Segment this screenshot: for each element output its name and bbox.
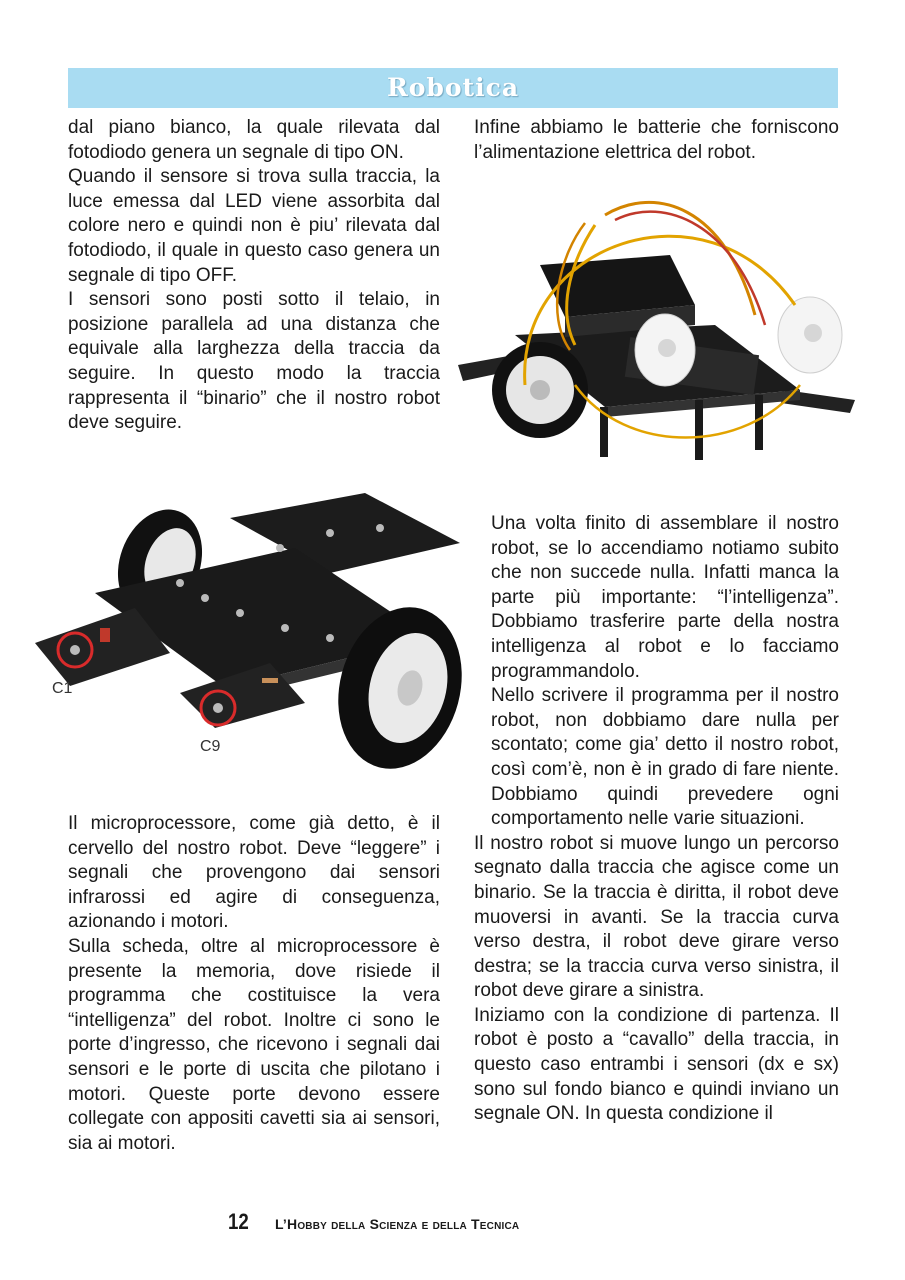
robot-chassis-illustration: [30, 488, 470, 788]
paragraph: Quando il sensore si trova sulla traccia, la luce emessa dal LED viene assorbita dal colore nero e quindi non è piu’ rilevata dal fotodiodo, il quale in questo caso genera un segnale di tipo OFF.: [68, 166, 440, 286]
paragraph: Infine abbiamo le batterie che forniscono l’alimentazione elettrica del robot.: [474, 117, 839, 163]
robot-chassis-photo: [30, 488, 470, 788]
paragraph: Il nostro robot si muove lungo un percorso segnato dalla traccia che agisce come un binario. Se la traccia è diritta, il robot deve muoversi in avanti. Se la traccia curva verso destra, il robot deve girare verso destra; se la traccia curva verso sinistra, il robot deve girare a sinistra.: [474, 832, 839, 1002]
section-header: [68, 68, 838, 108]
paragraph: Il microprocessore, come già detto, è il cervello del nostro robot. Deve “leggere” i segnali che provengono dai sensori infrarossi ed agire di conseguenza, azionando i motori.: [68, 813, 440, 933]
paragraph: Una volta finito di assemblare il nostro robot, se lo accendiamo notiamo subito che non succede nulla. Infatti manca la parte più importante: “l’intelligenza”. Dobbiamo trasferire parte della nostra intelligenza al robot e lo facciamo programmandolo.: [491, 513, 839, 682]
magazine-word: Scienza: [369, 1216, 418, 1232]
label-c1: C1: [52, 680, 73, 697]
magazine-word: della: [331, 1216, 366, 1232]
robot-assembled-photo: [455, 185, 860, 480]
magazine-word: della: [432, 1216, 467, 1232]
left-column-top: [68, 116, 440, 436]
paragraph: Sulla scheda, oltre al microprocessore è presente la memoria, dove risiede il programma che costituisce la vera “intelligenza” del robot. Inoltre ci sono le porte d’ingresso, che ricevono i segnali dai sensori e le porte di uscita che pilotano i motori. Queste porte devono essere collegate con appositi cavetti sia ai sensori, sia ai motori.: [68, 935, 440, 1154]
left-column-bottom: [68, 812, 440, 1156]
magazine-word: Tecnica: [471, 1216, 520, 1232]
paragraph: dal piano bianco, la quale rilevata dal fotodiodo genera un segnale di tipo ON.: [68, 117, 440, 163]
magazine-prefix: L’: [274, 1216, 288, 1232]
magazine-word: Hobby: [287, 1216, 328, 1232]
right-column-top: [474, 116, 839, 165]
magazine-name: [275, 1216, 519, 1232]
label-c9: C9: [200, 738, 221, 755]
paragraph: I sensori sono posti sotto il telaio, in posizione parallela ad una distanza che equivale alla larghezza della traccia da seguire. In questo modo la traccia rappresenta il “binario” che il nostro robot deve seguire.: [68, 289, 440, 434]
section-title: Robotica: [386, 73, 520, 102]
right-column-middle: [474, 512, 839, 1127]
magazine-word: e: [421, 1216, 429, 1232]
page-number: 12: [228, 1209, 249, 1234]
paragraph: Iniziamo con la condizione di partenza. Il robot è posto a “cavallo” della traccia, in questo caso entrambi i sensori (dx e sx) sono sul fondo bianco e quindi inviano un segnale ON. In questa condizione il: [474, 1004, 839, 1125]
robot-assembled-illustration: [455, 185, 860, 480]
paragraph: Nello scrivere il programma per il nostro robot, non dobbiamo dare nulla per scontato; come gia’ detto il nostro robot, così com’è, non è in grado di fare niente. Dobbiamo quindi prevedere ogni comportamento nelle varie situazioni.: [491, 685, 839, 830]
page-footer: [228, 1209, 519, 1239]
